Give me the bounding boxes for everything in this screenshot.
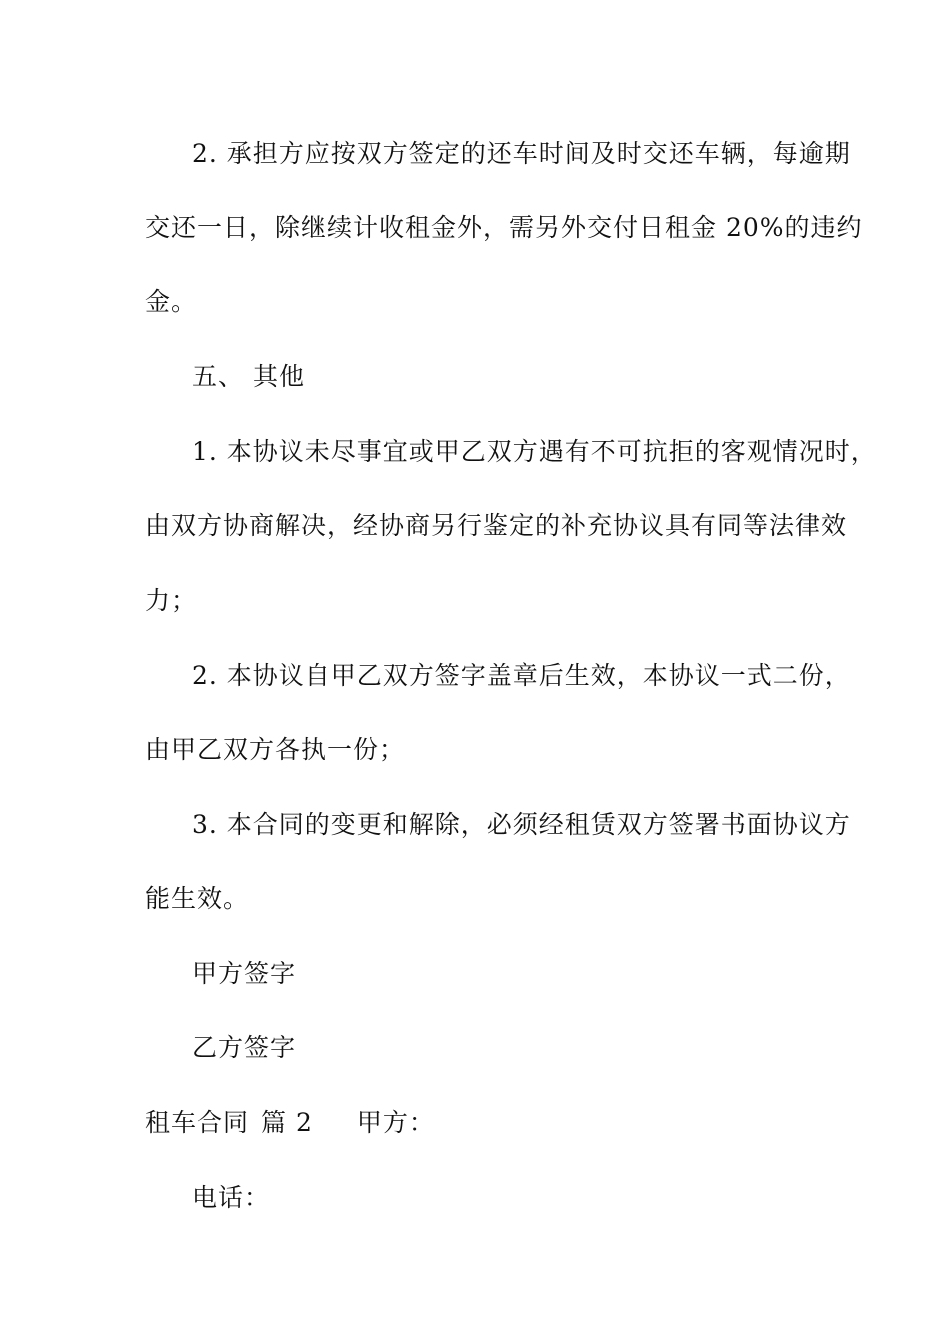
clause-5-2-line-2: 由甲乙双方各执一份； — [145, 735, 406, 764]
clause-5-1-line-3: 力； — [145, 586, 198, 615]
section-5-heading: 五、 其他 — [192, 362, 305, 391]
clause-5-2-line-1: 2. 本协议自甲乙双方签字盖章后生效，本协议一式二份， — [192, 661, 851, 690]
party-a-signature-label: 甲方签字 — [192, 959, 297, 988]
clause-4-2-line-3: 金。 — [145, 287, 198, 316]
contract-2-title: 租车合同 — [145, 1108, 250, 1137]
clause-5-1-line-1: 1. 本协议未尽事宜或甲乙双方遇有不可抗拒的客观情况时， — [192, 437, 877, 466]
clause-5-1-line-2: 由双方协商解决，经协商另行鉴定的补充协议具有同等法律效 — [145, 511, 848, 540]
phone-label: 电话： — [192, 1183, 271, 1212]
contract-2-section: 篇 2 — [261, 1108, 313, 1137]
party-a-label: 甲方： — [356, 1108, 435, 1137]
party-b-signature-label: 乙方签字 — [192, 1033, 297, 1062]
contract-2-heading-line — [0, 1107, 950, 1139]
clause-4-2-line-2: 交还一日，除继续计收租金外，需另外交付日租金 20%的违约 — [145, 213, 863, 242]
clause-4-2-line-1: 2. 承担方应按双方签定的还车时间及时交还车辆，每逾期 — [192, 139, 851, 168]
clause-5-3-line-2: 能生效。 — [145, 884, 250, 913]
clause-5-3-line-1: 3. 本合同的变更和解除，必须经租赁双方签署书面协议方 — [192, 810, 851, 839]
